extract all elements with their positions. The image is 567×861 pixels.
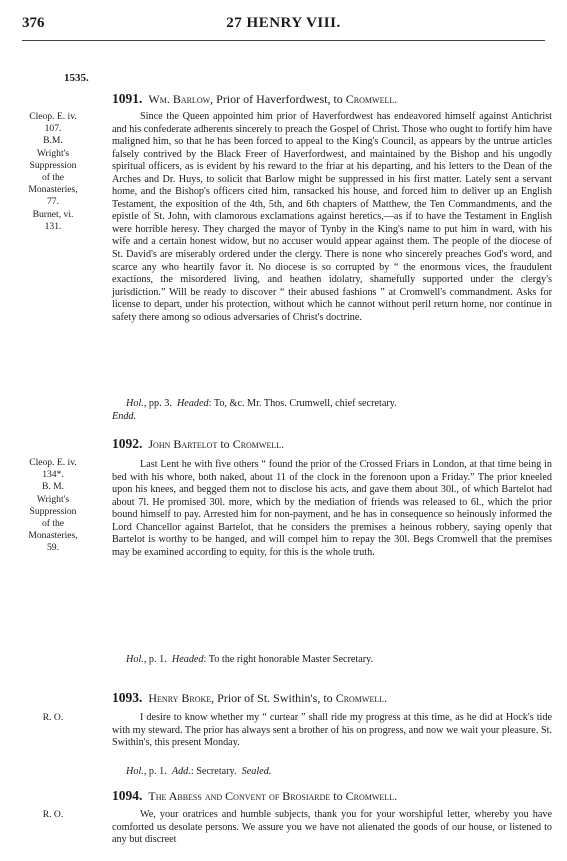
margin-line: Monasteries, [28,184,78,196]
entry-number: 1093. [112,690,143,705]
entry-endorsement-1092 [112,654,552,667]
margin-note-1093 [8,712,98,724]
entry-number: 1094. [112,788,143,803]
entry-title-end: . [281,437,285,451]
endorse-text: : To the right honorable Master Secretary. [203,654,374,665]
page-number: 376 [22,15,45,31]
entry-heading-1092 [112,437,552,451]
entry-recipient: Cromwell [345,789,395,803]
entry-heading-1091 [112,92,552,106]
entry-title-rest: to [330,789,346,803]
endorse-text: : Secretary. [190,766,237,777]
running-title: 27 HENRY VIII. [226,15,341,31]
endorse-extra: Endd. [112,410,137,422]
margin-line: 107. [44,123,62,135]
margin-line: R. O. [42,712,64,723]
year-label: 1535. [64,72,89,84]
entry-endorsement-1091 [112,398,552,423]
endorse-pages: , pp. 3. [143,398,172,409]
entry-title-rest: , Prior of Haverfordwest, to [210,92,346,106]
margin-line: of the [41,172,65,184]
margin-line: B. M. [41,481,65,493]
endorse-pages: , p. 1. [143,766,167,777]
entry-recipient: Cromwell [232,437,282,451]
margin-line: Cleop. E. iv. [29,457,77,468]
entry-author: Henry Broke [148,691,212,705]
entry-endorsement-1093 [112,766,552,779]
endorse-text: : To, &c. Mr. Thos. Crumwell, chief secretary. [208,398,397,409]
entry-body-text: Since the Queen appointed him prior of Haverfordwest has endeavored himself against Antichrist and his confederate adherents sincerely to preach the Gospel of Christ. Those who ought to fortify him have maligned him, so that he has been forced to appeal to the King's Council, as appears by the untrue articles falsely contrived by the Black Freer of Haverfordwest, and maintained by the Bishop and his ungodly spiritual officers, as is evident by his reward to the friar at his departing, and his letters to the Dean of the Arches and Dr. Huys, to solicit that Barlow might be suppressed in his first matter. Lately sent a servant home, and the Bishop's officers cited him, ransacked his house, and forced him to deliver up an English Testament, the exposition of the 4th, 5th, and 6th chapters of Matthew, the Ten Commandments, and the epistle of St. John, with clamorous exclamations against heretics,—as if to have the Testament in English were horrible heresy. They charged the mayor of Tynby in the King's name to put him in ward, with his wife and a certain honest widow, but no accuser would appear against them. The people of the diocese of St. David's are miserably ordered under the clergy. There is none who sincerely preaches God's word, and scarce any who heartily favor it. No diocese is so corrupted by “ the enormous vices, the fraudulent exactions, the misordered living, and heathen idolatry, shamefully supported under the clergy's jurisdiction.” Will be ready to discover “ their abused fashions ” at Cromwell's commandment. Asks for license to depart, under his protection, without which he cannot without peril return home, nor continue in safety there among so odious adversaries of Christ's doctrine. [112,111,553,323]
margin-line: Cleop. E. iv. [29,111,77,122]
margin-line: Wright's [36,147,70,159]
entry-body-text: Last Lent he with five others “ found the prior of the Crossed Friars in London, at that time being in bed with his whore, both naked, about 11 of the clock in the forenoon upon a Friday.” The prior kneeled upon his knees, and begged them not to disclose his acts, and gave them about 30l., of which Bartelot had about 7l. He promised 30l. more, which by the mediation of friends was released to 6l., which the prior bound himself to pay. Arrested him for non-payment, and he has in consequence so heinously informed the Lord Chancellor against Bartelot, that he considers the premises a heinous robbery, saying openly that Bartelot is worthy to be hanged, and will compel him to repay the 30l. Begs Cromwell that the premises may be examined according to equity, for this is the whole truth. [112,459,552,558]
margin-note-1091 [8,111,98,233]
margin-line: Wright's [36,493,70,505]
entry-heading-1094 [112,789,552,803]
entry-title-rest: , Prior of St. Swithin's, to [211,691,336,705]
margin-line: Burnet, vi. [32,208,74,220]
page-header [22,15,545,33]
entry-number: 1091. [112,91,143,106]
endorse-label: Add. [171,766,191,777]
margin-line: 131. [44,220,62,232]
entry-title-rest: to [217,437,233,451]
margin-line: 77. [47,196,59,208]
margin-line: 59. [47,542,59,554]
entry-title-end: . [394,789,398,803]
entry-body-1091 [112,111,552,324]
endorse-extra: Sealed. [241,766,272,777]
entry-body-text: I desire to know whether my “ curtear ” shall ride my progress at this time, as he did at Hock's tide with my steward. The prior has always sent a brother of his on progress, and now we wait your pleasure. St. Swithin's, this present Monday. [112,712,552,749]
entry-author: John Bartelot [148,437,218,451]
endorse-hol: Hol. [126,398,144,409]
margin-line: 134*. [42,469,64,481]
margin-line: Suppression [29,505,77,517]
endorse-pages: , p. 1. [143,654,167,665]
margin-note-1094 [8,809,98,821]
entry-number: 1092. [112,436,143,451]
margin-line: of the [41,518,65,530]
entry-body-1094 [112,809,552,847]
margin-line: R. O. [42,809,64,820]
entry-author: The Abbess and Convent of Brosiarde [148,789,331,803]
margin-line: Monasteries, [28,530,78,542]
endorse-hol: Hol. [126,654,144,665]
margin-note-1092 [8,457,98,555]
entry-body-1093 [112,712,552,750]
entry-heading-1093 [112,691,552,705]
entry-title-end: . [384,691,388,705]
entry-body-1092 [112,459,552,559]
entry-recipient: Cromwell [345,92,395,106]
entry-body-text: We, your oratrices and humble subjects, thank you for your worshipful letter, whereby you have comforted us desolate persons. We assure you we have not alienated the goods of our house, or listened to any but discreet [112,809,552,846]
header-rule [22,40,545,41]
endorse-label: Headed [171,654,204,665]
entry-title-end: . [394,92,398,106]
entry-recipient: Cromwell [335,691,385,705]
margin-line: B.M. [43,135,63,147]
endorse-label: Headed [176,398,209,409]
endorse-hol: Hol. [126,766,144,777]
margin-line: Suppression [29,159,77,171]
entry-author: Wm. Barlow [148,92,211,106]
